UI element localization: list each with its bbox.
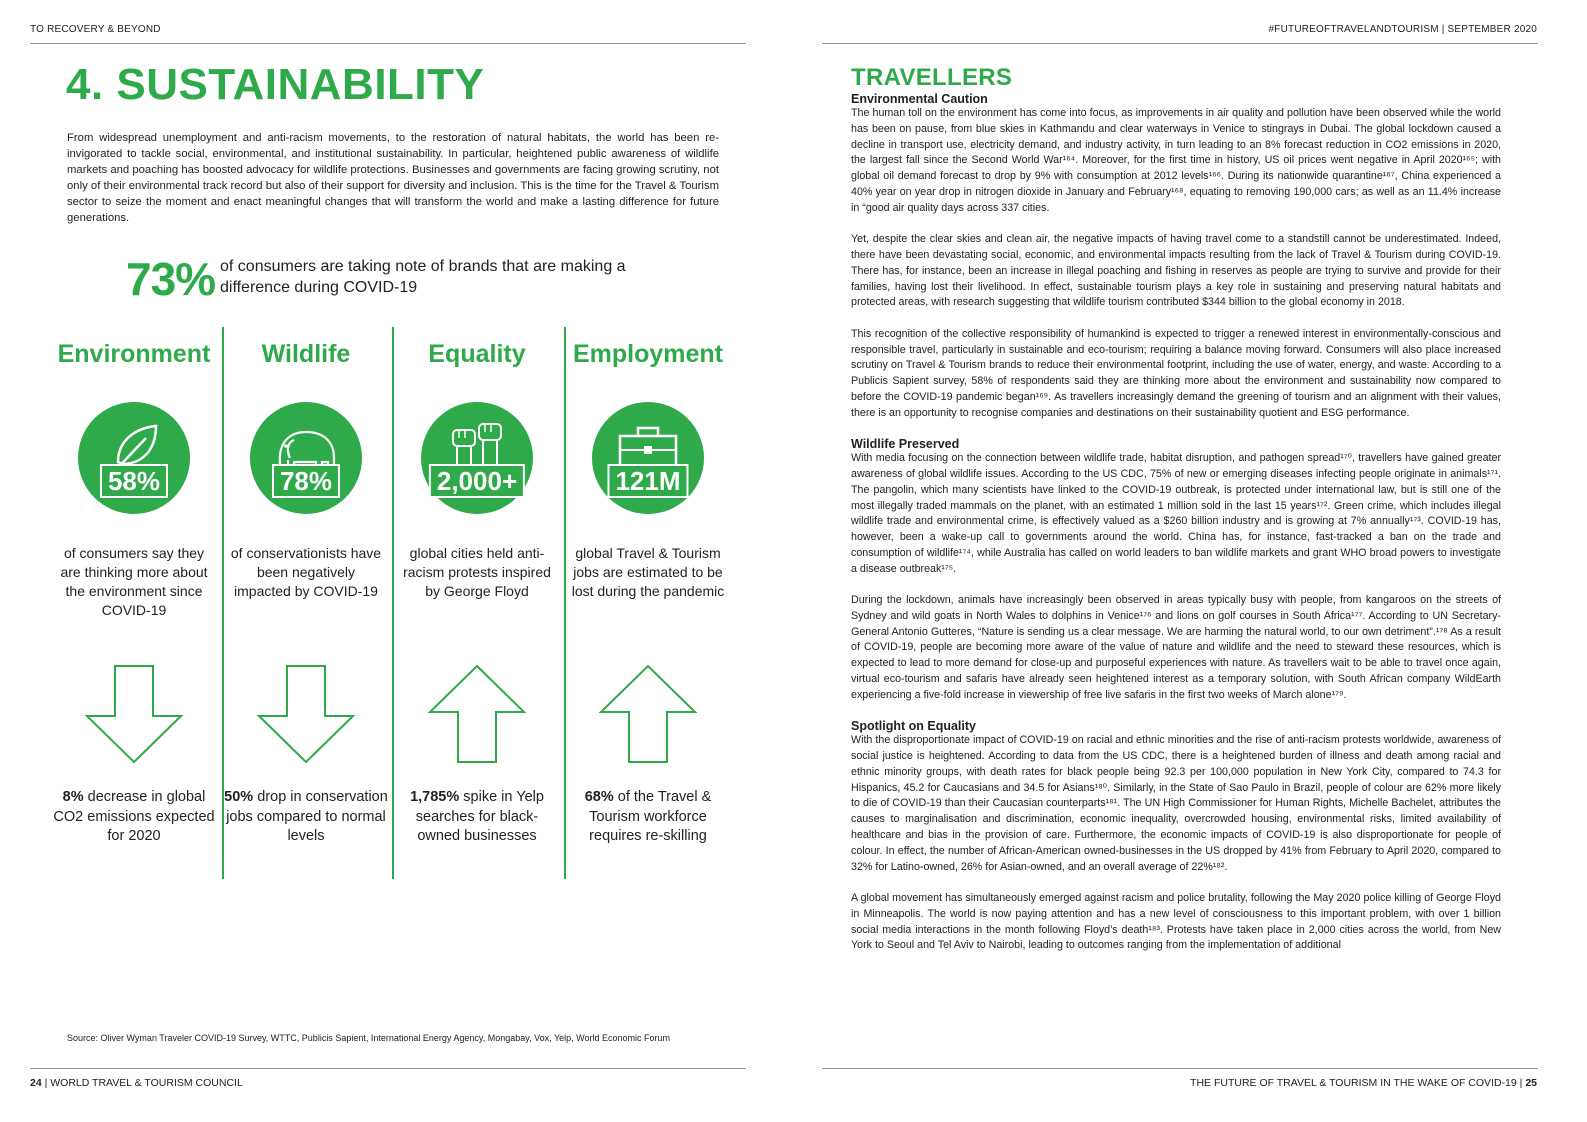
arrow-down-icon (84, 664, 184, 764)
page-number: 24 (30, 1077, 42, 1089)
article-paragraph: Yet, despite the clear skies and clean air, the negative impacts of having travel come to a standstill cannot be underestimated. Indeed, there have been devastating social, economic, and environmental impacts resulting from the lack of Travel & Tourism during COVID-19. There has, for instance, been an increase in illegal poaching and fishing in reserves as people are trying to survive and provide for their families, having lost their livelihood. In effect, sustainable tourism plays a key role in sustaining and preserving natural habitats and protected areas, with research suggesting that wildlife tourism contributed $344 billion to the global economy in 2018. (851, 233, 1501, 309)
subsection-heading: Environmental Caution (851, 92, 988, 106)
section-title: TRAVELLERS (851, 64, 1013, 91)
outcome-value: 1,785% (410, 789, 460, 805)
column-title: Wildlife (261, 340, 351, 368)
subsection-heading: Wildlife Preserved (851, 437, 960, 452)
column-divider (392, 327, 394, 879)
column-title: Equality (428, 340, 526, 368)
stat-circle (78, 402, 190, 514)
subsection-heading: Spotlight on Equality (851, 719, 976, 734)
article-paragraph: This recognition of the collective responsibility of humankind is expected to trigger a renewed interest in environmentally-conscious and responsible travel, particularly in sustainable and eco-tourism; requiring a balance moving forward. Consumers will also place increased scrutiny on Travel & Tourism brands to reduce their environmental footprint, including the use of water, energy, and waste. According to a Publicis Sapient survey, 58% of respondents said they are thinking more about the environment and sustainability now compared to before the COVID-19 pandemic began¹⁶⁹. As travellers increasingly demand the greening of tourism and an alignment with their values, there is an opportunity to recognise companies and destinations on their sustainability quotient and ESG performance. (851, 327, 1501, 419)
running-header-right: #FUTUREOFTRAVELANDTOURISM | SEPTEMBER 2020 (1268, 24, 1537, 35)
page-number: 25 (1525, 1077, 1537, 1089)
stat-outcome (52, 788, 216, 847)
stat-column-equality (395, 340, 559, 847)
stat-description: global Travel & Tourism jobs are estimated to be lost during the pandemic (571, 545, 725, 599)
stat-column-environment (52, 340, 216, 847)
footer-right: THE FUTURE OF TRAVEL & TOURISM IN THE WAKE OF COVID-19 | 25 (1190, 1077, 1537, 1089)
outcome-text: spike in Yelp searches for black-owned businesses (415, 789, 544, 844)
source-note: Source: Oliver Wyman Traveler COVID-19 Survey, WTTC, Publicis Sapient, International Energy Agency, Mongabay, Vox, Yelp, World Economic Forum (67, 1033, 671, 1043)
outcome-text: drop in conservation jobs compared to normal levels (226, 789, 388, 844)
header-rule-right (822, 43, 1538, 44)
footer-left: 24 | WORLD TRAVEL & TOURISM COUNCIL (30, 1077, 243, 1089)
stat-value: 78% (272, 464, 340, 498)
header-rule-left (30, 43, 746, 44)
stat-column-wildlife (224, 340, 388, 847)
footer-right-text: THE FUTURE OF TRAVEL & TOURISM IN THE WAKE OF COVID-19 (1190, 1077, 1517, 1089)
arrow-down-icon (256, 664, 356, 764)
article-paragraph: A global movement has simultaneously emerged against racism and police brutality, following the May 2020 police killing of George Floyd in Minneapolis. The world is now paying attention and has a new level of consciousness to this important problem, with over 1 billion social media interactions in the month following Floyd’s death¹⁸³. Protests have taken place in 2,000 cities across the world, from New York to Seoul and Tel Aviv to Nairobi, leading to outcomes ranging from the implementation of additional (851, 892, 1501, 952)
intro-paragraph: From widespread unemployment and anti-racism movements, to the restoration of natural habitats, the world has been re-invigorated to tackle social, environmental, and institutional sustainability. In particular, heightened public awareness of wildlife markets and poaching has boosted advocacy for wildlife protections. Businesses and governments are facing growing scrutiny, not only of their environmental track record but also of their support for diversity and inclusion. This is the time for the Travel & Tourism sector to seize the moment and enact meaningful changes that will transform the world and make a lasting difference for future generations. (67, 132, 719, 224)
column-title: Employment (572, 340, 724, 368)
stat-outcome (224, 788, 388, 847)
outcome-value: 8% (62, 789, 84, 805)
stat-outcome (395, 788, 559, 847)
stat-circle (250, 402, 362, 514)
stat-value: 2,000+ (429, 464, 525, 498)
stat-column-employment (566, 340, 730, 847)
stat-description: of consumers say they are thinking more about the environment since COVID-19 (60, 545, 208, 618)
running-header-left: TO RECOVERY & BEYOND (30, 24, 161, 35)
outcome-text: decrease in global CO2 emissions expected for 2020 (53, 789, 215, 844)
arrow-up-icon (427, 664, 527, 764)
footer-left-text: WORLD TRAVEL & TOURISM COUNCIL (50, 1077, 243, 1089)
footer-rule-right (822, 1068, 1538, 1069)
article-paragraph: The human toll on the environment has come into focus, as improvements in air quality and pollution have been observed while the world has been on pause, from blue skies in Kathmandu and clear waterways in Venice to stingrays in Dubai. The global lockdown caused a decline in transport use, electricity demand, and industry activity, in turn leading to an 8% forecast reduction in CO2 emissions in 2020, the largest fall since the Second World War¹⁶⁴. Moreover, for the first time in history, US oil prices went negative in April 2020¹⁶⁵; with global oil demand forecast to drop by 9% with consumption at 2012 levels¹⁶⁶. During its nationwide quarantine¹⁶⁷, China experienced a 40% year on year drop in nitrogen dioxide in January and February¹⁶⁸, equating to removing 190,000 cars; as well as an 11.4% increase in “good air quality days across 337 cities. (851, 107, 1501, 214)
travellers-article (851, 64, 1501, 970)
outcome-text: of the Travel & Tourism workforce requires re-skilling (589, 789, 712, 844)
arrow-up-icon (598, 664, 698, 764)
headline-stat: 73% (126, 253, 216, 305)
article-paragraph: With the disproportionate impact of COVID-19 on racial and ethnic minorities and the rise of anti-racism protests worldwide, awareness of social justice is heightened. According to data from the US CDC, there is a heightened burden of illness and death among racial and ethnic minority groups, with death rates for black people being 92.3 per 100,000 population in New York City, compared to 74.3 for Hispanics, 45.2 for Caucasians and 34.5 for Asians¹⁸⁰. Similarly, in the State of Sao Paulo in Brazil, people of colour are 62% more likely to die of COVID-19 than their Caucasian counterparts¹⁸¹. The UN High Commissioner for Human Rights, Michelle Bachelet, attributes the causes to marginalisation and discrimination, economic inequality, overcrowded housing, environmental risks, limited availability of healthcare and bias in the provision of care. Furthermore, the economic impacts of COVID-19 is also disproportionate for people of colour. In effect, the number of African-American owned-businesses in the US dropped by 41% from February to April 2020, compared to 32% for Latino-owned, 26% for Asian-owned, and an overall average of 22%¹⁸². (851, 734, 1501, 873)
stat-circle (421, 402, 533, 514)
stat-outcome (566, 788, 730, 847)
outcome-value: 50% (224, 789, 254, 805)
column-title: Environment (57, 340, 211, 368)
stat-description: global cities held anti-racism protests inspired by George Floyd (403, 545, 551, 599)
footer-rule-left (30, 1068, 746, 1069)
stat-value: 121M (607, 464, 688, 498)
page-title: 4. SUSTAINABILITY (66, 60, 485, 109)
headline-stat-text: of consumers are taking note of brands that are making a difference during COVID-19 (220, 258, 626, 296)
article-paragraph: With media focusing on the connection between wildlife trade, habitat disruption, and pathogen spread¹⁷⁰, travellers have gained greater awareness of global wildlife issues. According to the US CDC, 75% of new or emerging diseases infecting people originate in animals¹⁷¹. The pangolin, which many scientists have linked to the COVID-19 outbreak, is protected under international law, but is still one of the most illegally traded mammals on the planet, with an estimated 1 million sold in the last 15 years¹⁷². Green crime, which includes illegal wildlife trade and environmental crime, is effectively valued as a $260 billion industry and is growing at 7% annually¹⁷³. COVID-19 has, however, been a wake-up call to governments around the world. China has, for instance, fast-tracked a ban on the trade and consumption of wildlife¹⁷⁴, while Australia has called on world leaders to ban wildlife markets and grant WHO broad powers to investigate a disease outbreak¹⁷⁵. (851, 452, 1501, 575)
outcome-value: 68% (584, 789, 614, 805)
stat-value: 58% (100, 464, 168, 498)
stat-circle (592, 402, 704, 514)
article-paragraph: During the lockdown, animals have increasingly been observed in areas typically busy with people, from kangaroos on the streets of Sydney and wild goats in North Wales to dolphins in Venice¹⁷⁶ and lions on golf courses in South Africa¹⁷⁷. According to UN Secretary-General Antonio Gutteres, “Nature is sending us a clear message. We are harming the natural world, to our own detriment”.¹⁷⁸ As a result of COVID-19, people are becoming more aware of the value of nature and wildlife and the need to steward these resources, which is expected to lead to more demand for close-up and purposeful experiences with nature. As travellers wait to be able to travel once again, virtual eco-tourism and safaris have already seen heightened interest as a temporary solution, with South African company WildEarth experiencing a five-fold increase in viewership of free live safaris in the first two weeks of March alone¹⁷⁹. (851, 594, 1501, 701)
stat-description: of conservationists have been negatively impacted by COVID-19 (230, 545, 382, 599)
